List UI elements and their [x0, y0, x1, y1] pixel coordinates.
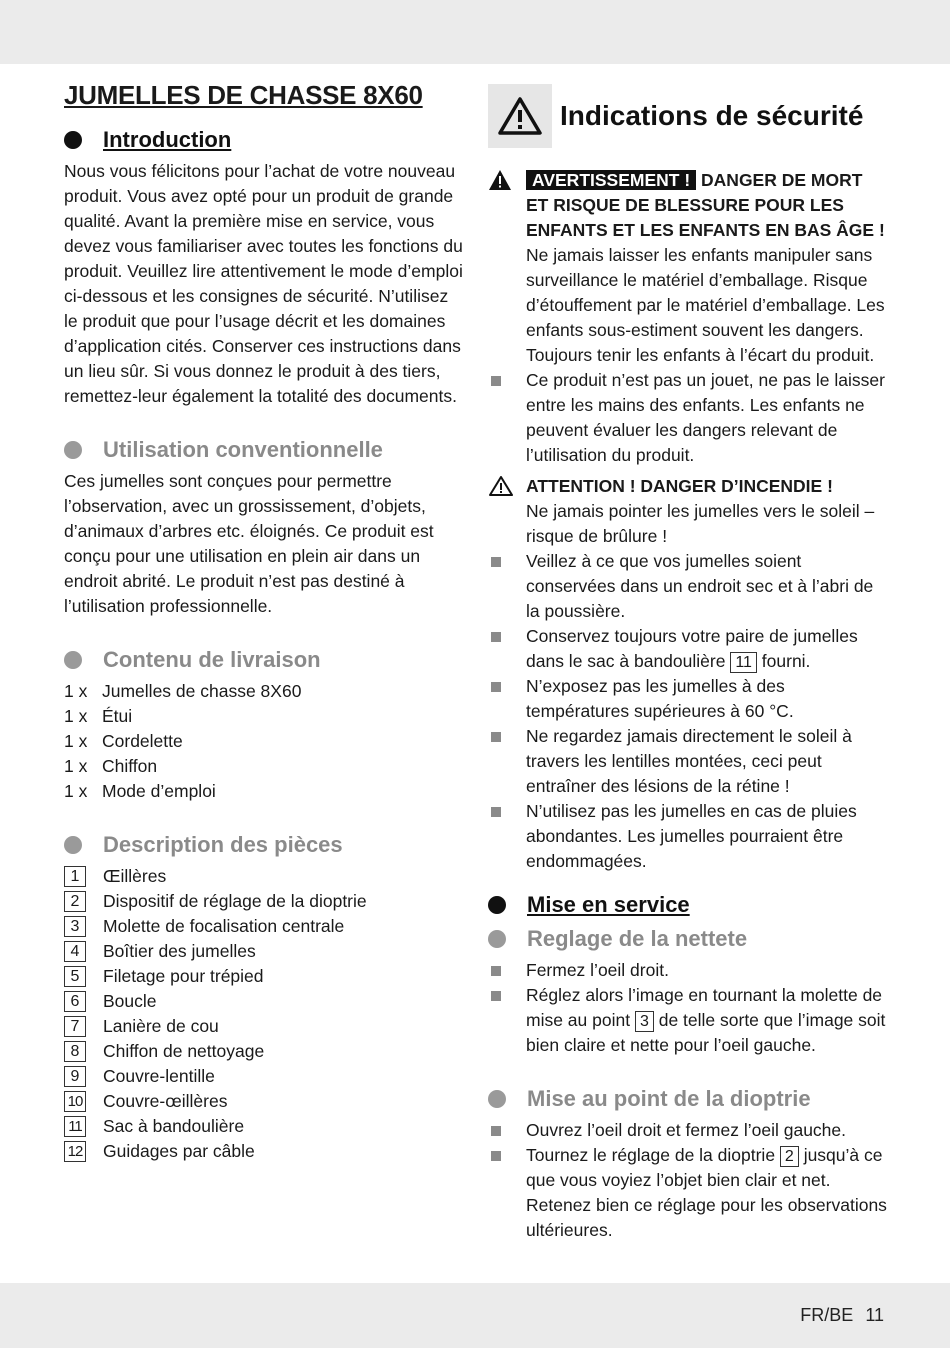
part-number: 6: [64, 991, 86, 1012]
part-number: 3: [64, 916, 86, 937]
bullet-text: Veillez à ce que vos jumelles soient conservées dans un endroit sec et à l’abri de la poussière.: [526, 551, 874, 621]
warning-label: AVERTISSEMENT !: [526, 170, 696, 190]
list-item: [488, 368, 888, 468]
warning-block: [488, 168, 888, 368]
part-label: Guidages par câble: [103, 1141, 255, 1161]
parts-heading-row: [64, 832, 464, 858]
bullet-text: Ne regardez jamais directement le soleil à travers les lentilles montées, ceci peut entraîner des lésions de la rétine !: [526, 726, 852, 796]
section-bullet-icon: [64, 651, 82, 669]
quantity: 1 x: [64, 781, 88, 801]
bullet-text: Tournez le réglage de la dioptrie: [526, 1145, 780, 1165]
part-number: 5: [64, 966, 86, 987]
part-label: Molette de focalisation centrale: [103, 916, 345, 936]
square-bullet-icon: [491, 1126, 501, 1136]
page-number: 11: [865, 1305, 884, 1325]
square-bullet-icon: [491, 376, 501, 386]
diopter-heading: Mise au point de la dioptrie: [527, 1086, 811, 1111]
part-number: 8: [64, 1041, 86, 1062]
intro-text: Nous vous félicitons pour l’achat de votre nouveau produit. Vous avez opté pour un produit de grande qualité. Avant la première mise en service, vous devez vous familiariser avec toutes les fonctions du produit. Veuillez lire attentivement le mode d’emploi ci-dessous et les consignes de sécurité. N’utilisez le produit que pour l’usage décrit et les domaines d’application cités. Conserver ces instructions dans un lieu sûr. Si vous donnez le produit à des tiers, remettez-leur également la totalité des documents.: [64, 161, 463, 406]
warning-text: Ne jamais laisser les enfants manipuler sans surveillance le matériel d’emballage. Risque d’étouffement par le matériel d’emballage. Les enfants sous-estiment souvent les dangers. Toujours tenir les enfants à l’écart du produit.: [526, 245, 885, 365]
bullet-text: fourni.: [756, 651, 811, 671]
item-label: Étui: [102, 706, 133, 726]
list-item: [64, 1014, 464, 1039]
top-band: [0, 0, 950, 64]
bullet-text: de telle sorte que l’image soit bien claire et nette pour l’oeil gauche.: [526, 1010, 886, 1055]
list-item: [64, 1139, 464, 1164]
square-bullet-icon: [491, 966, 501, 976]
list-item: [488, 549, 888, 624]
quantity: 1 x: [64, 706, 88, 726]
item-label: Mode d’emploi: [102, 781, 216, 801]
quantity: 1 x: [64, 681, 88, 701]
left-column: [64, 76, 464, 1164]
language-code: FR/BE: [800, 1305, 854, 1325]
part-label: Filetage pour trépied: [103, 966, 264, 986]
part-reference: 3: [635, 1011, 654, 1032]
item-label: Chiffon: [102, 756, 158, 776]
contents-heading-row: [64, 647, 464, 673]
part-reference: 11: [730, 652, 757, 673]
usage-text: Ces jumelles sont conçues pour permettre l’observation, avec un grossissement, d’objets, d’animaux d’arbres etc. éloignés. Ce produit est conçu pour une utilisation en plein air dans un endroit abrité. Le produit n’est pas destiné à l’utilisation professionnelle.: [64, 471, 434, 616]
list-item: [488, 958, 888, 983]
part-label: Dispositif de réglage de la dioptrie: [103, 891, 367, 911]
square-bullet-icon: [491, 632, 501, 642]
part-number: 12: [64, 1141, 86, 1162]
part-label: Chiffon de nettoyage: [103, 1041, 265, 1061]
bullet-text: jusqu’à ce que vous voyiez l’objet bien clair et net. Retenez bien ce réglage pour les observations ultérieures.: [526, 1145, 887, 1240]
list-item: [64, 889, 464, 914]
section-bullet-icon: [64, 836, 82, 854]
part-label: Œillères: [103, 866, 167, 886]
part-label: Couvre-œillères: [103, 1091, 228, 1111]
list-item: [488, 624, 888, 674]
bullet-text: Fermez l’oeil droit.: [526, 960, 669, 980]
square-bullet-icon: [491, 732, 501, 742]
list-item: [488, 799, 888, 874]
fire-warning-block: [488, 474, 888, 549]
item-label: Cordelette: [102, 731, 183, 751]
parts-list: [64, 864, 464, 1164]
list-item: [488, 724, 888, 799]
quantity: 1 x: [64, 731, 88, 751]
bullet-text: Conservez toujours votre paire de jumelles dans le sac à bandoulière: [526, 626, 858, 671]
part-label: Couvre-lentille: [103, 1066, 215, 1086]
warning-triangle-icon: [488, 84, 552, 148]
list-item: [488, 1143, 888, 1243]
warning-bold-text: DANGER DE MORT ET RISQUE DE BLESSURE POUR LES ENFANTS ET LES ENFANTS EN BAS ÂGE !: [526, 170, 885, 240]
list-item: [64, 864, 464, 889]
page-footer: [788, 1305, 884, 1326]
section-bullet-icon: [488, 896, 506, 914]
list-item: [64, 1039, 464, 1064]
part-number: 7: [64, 1016, 86, 1037]
list-item: [64, 964, 464, 989]
contents-list: [64, 679, 464, 804]
contents-heading: Contenu de livraison: [103, 647, 321, 672]
part-number: 4: [64, 941, 86, 962]
page-title: JUMELLES DE CHASSE 8X60: [64, 80, 423, 110]
part-number: 10: [64, 1091, 86, 1112]
fire-warning-text: Ne jamais pointer les jumelles vers le soleil – risque de brûlure !: [526, 501, 875, 546]
bullet-text: Ouvrez l’oeil droit et fermez l’oeil gauche.: [526, 1120, 847, 1140]
usage-heading: Utilisation conventionnelle: [103, 437, 383, 462]
bullet-text: Réglez alors l’image en tournant la molette de mise au point: [526, 985, 883, 1030]
item-label: Jumelles de chasse 8X60: [102, 681, 302, 701]
list-item: [64, 939, 464, 964]
right-column: [488, 84, 888, 1243]
square-bullet-icon: [491, 991, 501, 1001]
bullet-text: Ce produit n’est pas un jouet, ne pas le laisser entre les mains des enfants. Les enfants ne peuvent évaluer les dangers relevant de l’utilisation du produit.: [526, 370, 885, 465]
section-bullet-icon: [488, 930, 506, 948]
part-label: Lanière de cou: [103, 1016, 219, 1036]
parts-heading: Description des pièces: [103, 832, 343, 857]
section-bullet-icon: [64, 131, 82, 149]
list-item: [64, 989, 464, 1014]
part-reference: 2: [780, 1146, 799, 1167]
part-number: 11: [64, 1116, 86, 1137]
fire-warning-bold: ATTENTION ! DANGER D’INCENDIE !: [526, 476, 833, 496]
outline-warning-icon: [488, 474, 526, 549]
diopter-heading-row: [488, 1086, 888, 1112]
intro-heading-row: [64, 127, 464, 153]
list-item: [64, 729, 464, 754]
focus-heading-row: [488, 926, 888, 952]
list-item: [64, 779, 464, 804]
square-bullet-icon: [491, 682, 501, 692]
section-bullet-icon: [488, 1090, 506, 1108]
bullet-text: N’exposez pas les jumelles à des températures supérieures à 60 °C.: [526, 676, 794, 721]
square-bullet-icon: [491, 557, 501, 567]
service-heading-row: [488, 892, 888, 918]
part-label: Boîtier des jumelles: [103, 941, 256, 961]
list-item: [64, 704, 464, 729]
part-label: Boucle: [103, 991, 157, 1011]
square-bullet-icon: [491, 1151, 501, 1161]
safety-heading: Indications de sécurité: [560, 100, 864, 131]
usage-heading-row: [64, 437, 464, 463]
section-bullet-icon: [64, 441, 82, 459]
part-number: 2: [64, 891, 86, 912]
safety-heading-row: [488, 84, 888, 148]
list-item: [488, 983, 888, 1058]
intro-heading: Introduction: [103, 127, 232, 152]
list-item: [64, 754, 464, 779]
square-bullet-icon: [491, 807, 501, 817]
service-heading: Mise en service: [527, 892, 690, 917]
part-number: 1: [64, 866, 86, 887]
filled-warning-icon: [488, 168, 526, 368]
list-item: [64, 1089, 464, 1114]
list-item: [64, 1114, 464, 1139]
quantity: 1 x: [64, 756, 88, 776]
list-item: [488, 1118, 888, 1143]
part-label: Sac à bandoulière: [103, 1116, 245, 1136]
list-item: [488, 674, 888, 724]
focus-heading: Reglage de la nettete: [527, 926, 748, 951]
list-item: [64, 914, 464, 939]
list-item: [64, 1064, 464, 1089]
list-item: [64, 679, 464, 704]
part-number: 9: [64, 1066, 86, 1087]
bullet-text: N’utilisez pas les jumelles en cas de pluies abondantes. Les jumelles pourraient être endommagées.: [526, 801, 857, 871]
